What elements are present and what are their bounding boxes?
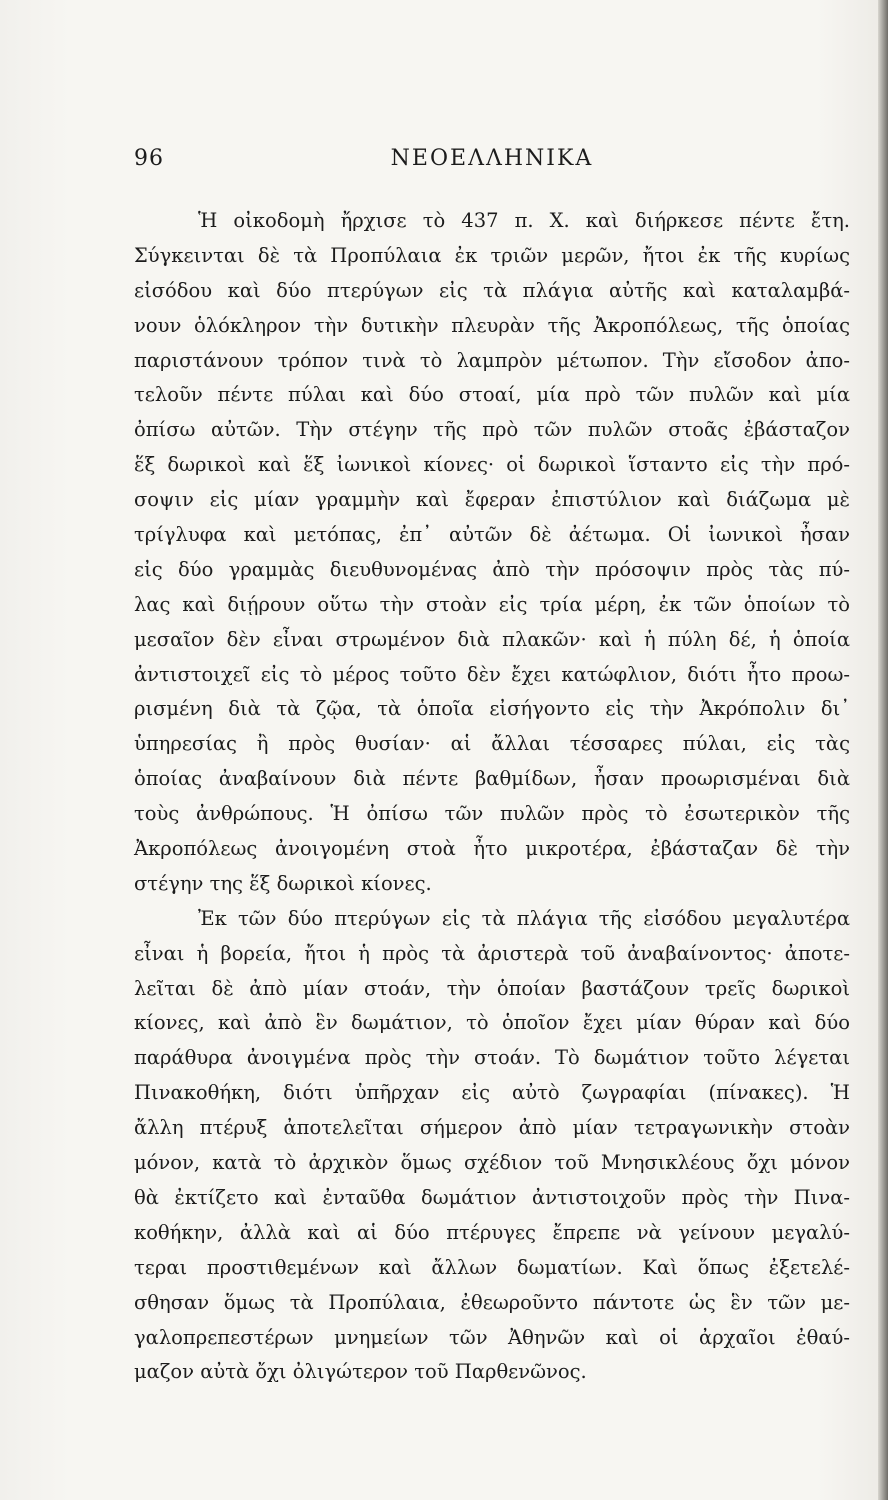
- text-line: τεραι προστιθεμένων καὶ ἄλλων δωματίων. Καὶ ὅπως ἐξετελέ-: [134, 1255, 850, 1279]
- text-line: λας καὶ διῄρουν οὕτω τὴν στοὰν εἰς τρία μέρη, ἐκ τῶν ὁποίων τὸ: [134, 592, 850, 616]
- page-edge-shadow: [878, 0, 888, 1500]
- text-line: σοψιν εἰς μίαν γραμμὴν καὶ ἔφεραν ἐπιστύλιον καὶ διάζωμα μὲ: [134, 488, 850, 512]
- text-line: μεσαῖον δὲν εἶναι στρωμένον διὰ πλακῶν· καὶ ἡ πύλη δέ, ἡ ὁποία: [134, 627, 850, 651]
- text-line: ἄλλη πτέρυξ ἀποτελεῖται σήμερον ἀπὸ μίαν τετραγωνικὴν στοὰν: [134, 1116, 850, 1140]
- body-text: [134, 204, 850, 1390]
- text-line: μαζον αὐτὰ ὄχι ὀλιγώτερον τοῦ Παρθενῶνος.: [134, 1360, 587, 1384]
- text-line: ρισμένη διὰ τὰ ζῷα, τὰ ὁποῖα εἰσήγοντο εἰς τὴν Ἀκρόπολιν δι᾽: [134, 697, 850, 721]
- text-line: τελοῦν πέντε πύλαι καὶ δύο στοαί, μία πρὸ τῶν πυλῶν καὶ μία: [134, 383, 850, 407]
- text-line: σθησαν ὅμως τὰ Προπύλαια, ἐθεωροῦντο πάντοτε ὡς ἓν τῶν με-: [134, 1290, 850, 1314]
- page-header: [134, 146, 850, 180]
- text-line: μόνον, κατὰ τὸ ἀρχικὸν ὅμως σχέδιον τοῦ Μνησικλέους ὄχι μόνον: [134, 1151, 850, 1175]
- running-title: ΝΕΟΕΛΛΗΝΙΚΑ: [390, 146, 594, 171]
- text-line: Σύγκεινται δὲ τὰ Προπύλαια ἐκ τριῶν μερῶν, ἤτοι ἐκ τῆς κυρίως: [134, 243, 850, 267]
- text-line: νουν ὁλόκληρον τὴν δυτικὴν πλευρὰν τῆς Ἀκροπόλεως, τῆς ὁποίας: [134, 313, 850, 337]
- text-line: λεῖται δὲ ἀπὸ μίαν στοάν, τὴν ὁποίαν βαστάζουν τρεῖς δωρικοὶ: [134, 976, 850, 1000]
- text-line: εἶναι ἡ βορεία, ἤτοι ἡ πρὸς τὰ ἀριστερὰ τοῦ ἀναβαίνοντος· ἀποτε-: [134, 941, 850, 965]
- text-line: τοὺς ἀνθρώπους. Ἡ ὀπίσω τῶν πυλῶν πρὸς τὸ ἐσωτερικὸν τῆς: [134, 802, 850, 826]
- text-line: ἕξ δωρικοὶ καὶ ἕξ ἰωνικοὶ κίονες· οἱ δωρικοὶ ἵσταντο εἰς τὴν πρό-: [134, 453, 850, 477]
- text-line: γαλοπρεπεστέρων μνημείων τῶν Ἀθηνῶν καὶ οἱ ἀρχαῖοι ἐθαύ-: [134, 1325, 850, 1349]
- text-line: εἰς δύο γραμμὰς διευθυνομένας ἀπὸ τὴν πρόσοψιν πρὸς τὰς πύ-: [134, 557, 850, 581]
- text-line: παράθυρα ἀνοιγμένα πρὸς τὴν στοάν. Τὸ δωμάτιον τοῦτο λέγεται: [134, 1046, 850, 1070]
- text-line: ὑπηρεσίας ἢ πρὸς θυσίαν· αἱ ἄλλαι τέσσαρες πύλαι, εἰς τὰς: [134, 732, 850, 756]
- text-line: παριστάνουν τρόπον τινὰ τὸ λαμπρὸν μέτωπον. Τὴν εἴσοδον ἀπο-: [134, 348, 850, 372]
- text-line: ὁποίας ἀναβαίνουν διὰ πέντε βαθμίδων, ἦσαν προωρισμέναι διὰ: [134, 767, 850, 791]
- text-line: ὀπίσω αὐτῶν. Τὴν στέγην τῆς πρὸ τῶν πυλῶν στοᾶς ἐβάσταζον: [134, 418, 850, 442]
- text-line: κοθήκην, ἀλλὰ καὶ αἱ δύο πτέρυγες ἔπρεπε νὰ γείνουν μεγαλύ-: [134, 1220, 850, 1244]
- page-number: 96: [134, 146, 164, 171]
- text-line: Πινακοθήκη, διότι ὑπῆρχαν εἰς αὐτὸ ζωγραφίαι (πίνακες). Ἡ: [134, 1081, 850, 1105]
- text-line: Ἡ οἰκοδομὴ ἤρχισε τὸ 437 π. Χ. καὶ διήρκεσε πέντε ἔτη.: [198, 209, 850, 232]
- text-line: στέγην της ἕξ δωρικοὶ κίονες.: [134, 871, 432, 895]
- text-line: κίονες, καὶ ἀπὸ ἓν δωμάτιον, τὸ ὁποῖον ἔχει μίαν θύραν καὶ δύο: [134, 1011, 850, 1035]
- text-line: τρίγλυφα καὶ μετόπας, ἐπ᾽ αὐτῶν δὲ ἀέτωμα. Οἱ ἰωνικοὶ ἦσαν: [134, 523, 850, 547]
- text-line: εἰσόδου καὶ δύο πτερύγων εἰς τὰ πλάγια αὐτῆς καὶ καταλαμβά-: [134, 278, 850, 302]
- text-line: ἀντιστοιχεῖ εἰς τὸ μέρος τοῦτο δὲν ἔχει κατώφλιον, διότι ἦτο προω-: [134, 662, 850, 686]
- text-line: Ἐκ τῶν δύο πτερύγων εἰς τὰ πλάγια τῆς εἰσόδου μεγαλυτέρα: [198, 906, 850, 930]
- text-line: Ἀκροπόλεως ἀνοιγομένη στοὰ ἦτο μικροτέρα, ἐβάσταζαν δὲ τὴν: [134, 837, 850, 861]
- text-line: θὰ ἐκτίζετο καὶ ἐνταῦθα δωμάτιον ἀντιστοιχοῦν πρὸς τὴν Πινα-: [134, 1185, 850, 1209]
